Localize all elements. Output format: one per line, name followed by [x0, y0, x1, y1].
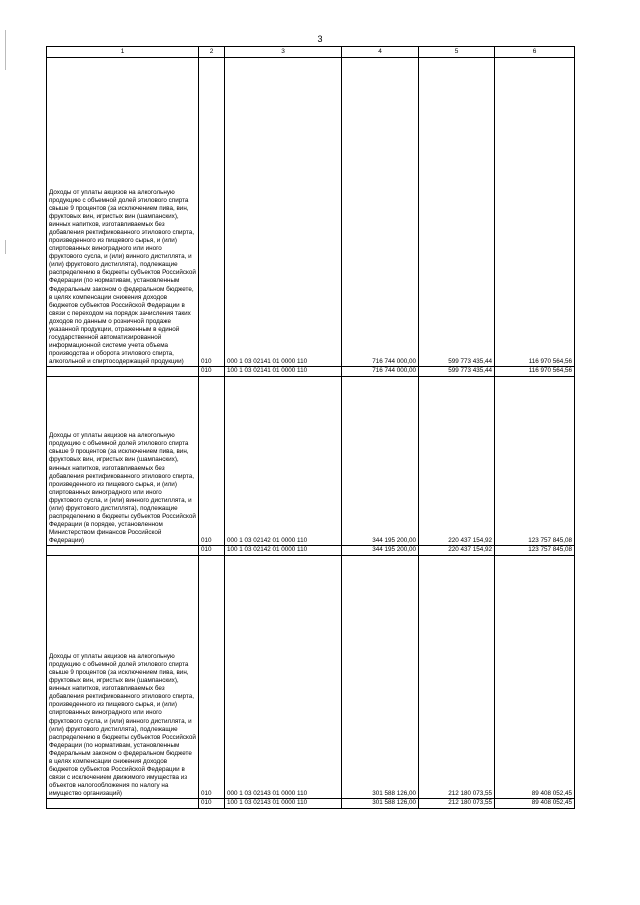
- unexecuted-amount: 123 757 845,08: [495, 546, 575, 556]
- table-row: [47, 377, 575, 546]
- revenue-description: Доходы от уплаты акцизов на алкогольную продукцию с объемной долей этилового спирта свыше 9 процентов (за исключением пива, вин, фруктовых вин, игристых вин (шампанских), винных напитков, изготавливаемых без добавления ректификованного этилового спирта, произведенного из пищевого сырья, и (или) спиртованных виноградного или иного фруктового сусла, и (или) винного дистиллята, и (или) фруктового дистиллята), подлежащие распределению в бюджеты субъектов Российской Федерации (в порядке, установленном Министерством финансов Российской Федерации): [47, 377, 199, 546]
- unexecuted-amount: 89 408 052,45: [495, 799, 575, 809]
- table-row: [47, 556, 575, 799]
- empty-cell: [47, 546, 199, 556]
- line-code: 010: [199, 58, 225, 367]
- unexecuted-amount: 116 970 564,56: [495, 367, 575, 377]
- executed-amount: 220 437 154,92: [419, 546, 495, 556]
- empty-cell: [47, 367, 199, 377]
- approved-amount: 716 744 000,00: [342, 367, 419, 377]
- line-code: 010: [199, 377, 225, 546]
- header-col-1: 1: [47, 47, 199, 58]
- approved-amount: 301 588 126,00: [342, 799, 419, 809]
- header-col-2: 2: [199, 47, 225, 58]
- header-col-5: 5: [419, 47, 495, 58]
- revenue-description: Доходы от уплаты акцизов на алкогольную продукцию с объемной долей этилового спирта свыше 9 процентов (за исключением пива, вин, фруктовых вин, игристых вин (шампанских), винных напитков, изготавливаемых без добавления ректификованного этилового спирта, произведенного из пищевого сырья, и (или) спиртованных виноградного или иного фруктового сусла, и (или) винного дистиллята, и (или) фруктового дистиллята), подлежащие распределению в бюджеты субъектов Российской Федерации (по нормативам, установленным Федеральным законом о федеральном бюджете, в целях компенсации снижения доходов бюджетов субъектов Российской Федерации в связи с переходом на порядок зачисления таких доходов по данным о розничной продаже указанной продукции, отраженным в единой государственной автоматизированной информационной системе учета объема производства и оборота этилового спирта, алкогольной и спиртосодержащей продукции): [47, 58, 199, 367]
- approved-amount: 344 195 200,00: [342, 546, 419, 556]
- executed-amount: 212 180 073,55: [419, 799, 495, 809]
- unexecuted-amount: 116 970 564,56: [495, 58, 575, 367]
- budget-classification-code: 000 1 03 02141 01 0000 110: [225, 58, 342, 367]
- budget-classification-code: 100 1 03 02143 01 0000 110: [225, 799, 342, 809]
- revenue-description: Доходы от уплаты акцизов на алкогольную продукцию с объемной долей этилового спирта свыше 9 процентов (за исключением пива, вин, фруктовых вин, игристых вин (шампанских), винных напитков, изготавливаемых без добавления ректификованного этилового спирта, произведенного из пищевого сырья, и (или) спиртованных виноградного или иного фруктового сусла, и (или) винного дистиллята, и (или) фруктового дистиллята), подлежащие распределению в бюджеты субъектов Российской Федерации (по нормативам, установленным Федеральным законом о федеральном бюджете в целях компенсации снижения доходов бюджетов субъектов Российской Федерации в связи с исключением движимого имущества из объектов налогообложения по налогу на имущество организаций): [47, 556, 199, 799]
- executed-amount: 599 773 435,44: [419, 367, 495, 377]
- line-code: 010: [199, 799, 225, 809]
- table-row: [47, 799, 575, 809]
- header-col-3: 3: [225, 47, 342, 58]
- table-row: [47, 367, 575, 377]
- empty-cell: [47, 799, 199, 809]
- unexecuted-amount: 123 757 845,08: [495, 377, 575, 546]
- budget-classification-code: 000 1 03 02142 01 0000 110: [225, 377, 342, 546]
- revenue-report-table: [46, 46, 575, 809]
- unexecuted-amount: 89 408 052,45: [495, 556, 575, 799]
- table-row: [47, 58, 575, 367]
- table-row: [47, 546, 575, 556]
- executed-amount: 599 773 435,44: [419, 58, 495, 367]
- line-code: 010: [199, 556, 225, 799]
- approved-amount: 344 195 200,00: [342, 377, 419, 546]
- budget-classification-code: 000 1 03 02143 01 0000 110: [225, 556, 342, 799]
- approved-amount: 716 744 000,00: [342, 58, 419, 367]
- executed-amount: 212 180 073,55: [419, 556, 495, 799]
- executed-amount: 220 437 154,92: [419, 377, 495, 546]
- line-code: 010: [199, 546, 225, 556]
- approved-amount: 301 588 126,00: [342, 556, 419, 799]
- budget-classification-code: 100 1 03 02142 01 0000 110: [225, 546, 342, 556]
- table-header-row: [47, 47, 575, 58]
- scan-edge-mark-mid: [5, 240, 6, 254]
- budget-classification-code: 100 1 03 02141 01 0000 110: [225, 367, 342, 377]
- line-code: 010: [199, 367, 225, 377]
- page-number: 3: [317, 34, 323, 44]
- header-col-4: 4: [342, 47, 419, 58]
- header-col-6: 6: [495, 47, 575, 58]
